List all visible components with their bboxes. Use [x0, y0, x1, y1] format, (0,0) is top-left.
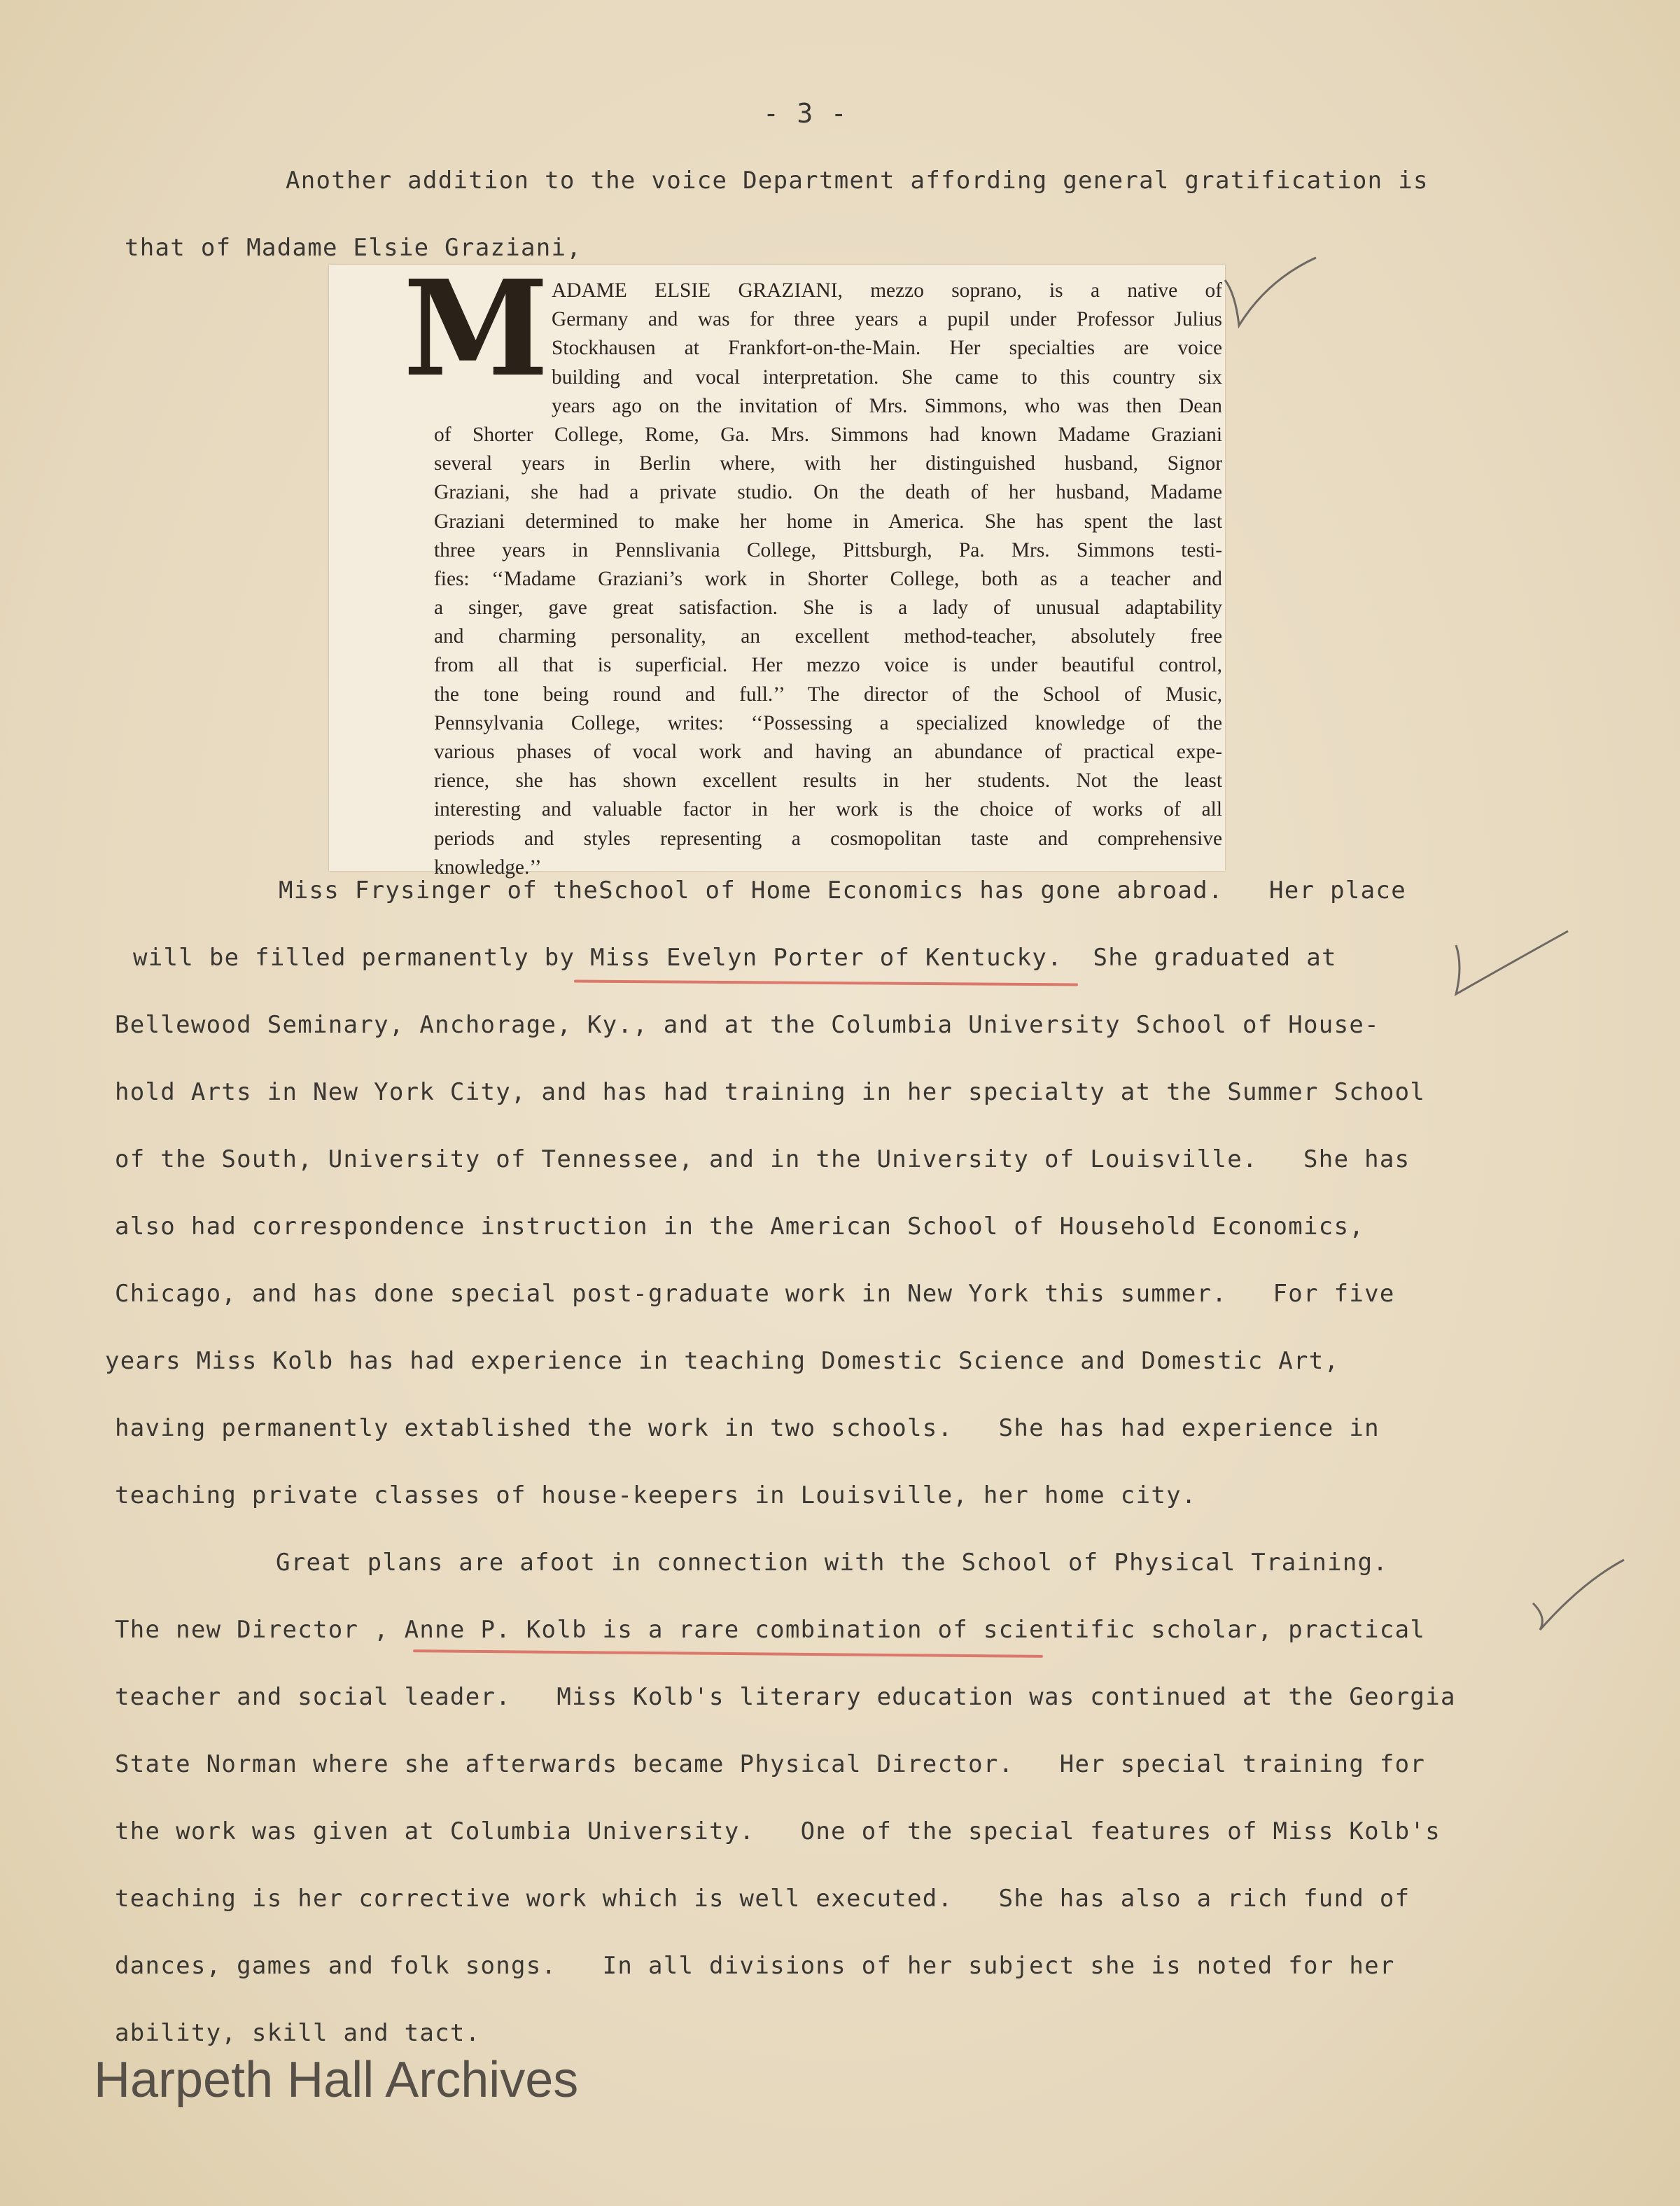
clipping-line: a singer, gave great satisfaction. She is a lady of unusual adaptability	[434, 596, 1222, 620]
phys-line: Great plans are afoot in connection with the School of Physical Training.	[276, 1549, 1389, 1577]
clipping-line: and charming personality, an excellent method-teacher, absolutely free	[434, 625, 1222, 648]
phys-line: dances, games and folk songs. In all divisions of her subject she is noted for her	[115, 1952, 1395, 1980]
clipping-line: periods and styles representing a cosmopolitan taste and comprehensive	[434, 827, 1222, 850]
phys-line: The new Director , Anne P. Kolb is a rare combination of scientific scholar, practical	[115, 1616, 1426, 1644]
underline-kolb	[413, 1649, 1043, 1658]
phys-line: the work was given at Columbia University. One of the special features of Miss Kolb's	[115, 1817, 1441, 1845]
clipping-line: three years in Pennslivania College, Pittsburgh, Pa. Mrs. Simmons testi-	[434, 538, 1222, 561]
home-ec-line: Bellewood Seminary, Anchorage, Ky., and at the Columbia University School of House-	[115, 1011, 1380, 1039]
archive-watermark: Harpeth Hall Archives	[94, 2052, 579, 2108]
phys-line: teacher and social leader. Miss Kolb's literary education was continued at the Georgia	[115, 1683, 1456, 1711]
check-mark-icon	[1526, 1554, 1631, 1638]
clipping-body	[417, 277, 1222, 882]
clipping-line: Germany and was for three years a pupil under Professor Julius	[552, 308, 1222, 331]
check-mark-icon	[1442, 924, 1575, 1001]
clipping-line: fies: ‘‘Madame Graziani’s work in Shorter College, both as a teacher and	[434, 567, 1222, 590]
clipping-line: various phases of vocal work and having an abundance of practical expe-	[434, 741, 1222, 763]
voice-line-1: Another addition to the voice Department affording general gratification is	[286, 167, 1429, 195]
home-ec-line: teaching private classes of house-keepers in Louisville, her home city.	[115, 1481, 1197, 1509]
clipping-line: the tone being round and full.’’ The director of the School of Music,	[434, 683, 1222, 706]
newspaper-clipping	[329, 251, 1225, 879]
page-number: - 3 -	[763, 98, 848, 129]
home-ec-line: Chicago, and has done special post-graduate work in New York this summer. For five	[115, 1280, 1395, 1308]
voice-line-2: that of Madame Elsie Graziani,	[125, 234, 582, 262]
clipping-line: Stockhausen at Frankfort-on-the-Main. Her specialties are voice	[552, 337, 1222, 360]
home-ec-line: years Miss Kolb has had experience in teaching Domestic Science and Domestic Art,	[105, 1347, 1340, 1375]
phys-line: ability, skill and tact.	[115, 2019, 481, 2047]
clipping-line: several years in Berlin where, with her distinguished husband, Signor	[434, 452, 1222, 475]
home-ec-line: also had correspondence instruction in the American School of Household Economics,	[115, 1213, 1365, 1241]
phys-line: State Norman where she afterwards became Physical Director. Her special training for	[115, 1750, 1426, 1778]
clipping-line: Pennsylvania College, writes: ‘‘Possessing a specialized knowledge of the	[434, 711, 1222, 734]
clipping-line: interesting and valuable factor in her work is the choice of works of all	[434, 798, 1222, 821]
phys-line: teaching is her corrective work which is well executed. She has also a rich fund of	[115, 1885, 1410, 1913]
check-mark-icon	[1218, 252, 1323, 336]
underline-porter	[574, 979, 1078, 986]
clipping-line: Graziani determined to make her home in America. She has spent the last	[434, 510, 1222, 533]
clipping-line: Graziani, she had a private studio. On the death of her husband, Madame	[434, 481, 1222, 504]
home-ec-line: of the South, University of Tennessee, and in the University of Louisville. She has	[115, 1145, 1410, 1173]
home-ec-line: will be filled permanently by Miss Evelyn Porter of Kentucky. She graduated at	[133, 944, 1337, 972]
dropcap-letter: M	[403, 251, 550, 406]
clipping-line: ADAME ELSIE GRAZIANI, mezzo soprano, is a native of	[552, 279, 1222, 302]
home-ec-line: Miss Frysinger of theSchool of Home Economics has gone abroad. Her place	[279, 877, 1406, 905]
clipping-line: years ago on the invitation of Mrs. Simmons, who was then Dean	[552, 394, 1222, 417]
clipping-line: from all that is superficial. Her mezzo voice is under beautiful control,	[434, 654, 1222, 677]
clipping-line: rience, she has shown excellent results in her students. Not the least	[434, 769, 1222, 793]
clipping-line: of Shorter College, Rome, Ga. Mrs. Simmons had known Madame Graziani	[434, 423, 1222, 446]
home-ec-line: having permanently extablished the work in two schools. She has had experience in	[115, 1414, 1380, 1442]
home-ec-line: hold Arts in New York City, and has had training in her specialty at the Summer School	[115, 1078, 1426, 1106]
clipping-line: knowledge.’’	[434, 856, 542, 879]
clipping-line: building and vocal interpretation. She came to this country six	[552, 365, 1222, 389]
